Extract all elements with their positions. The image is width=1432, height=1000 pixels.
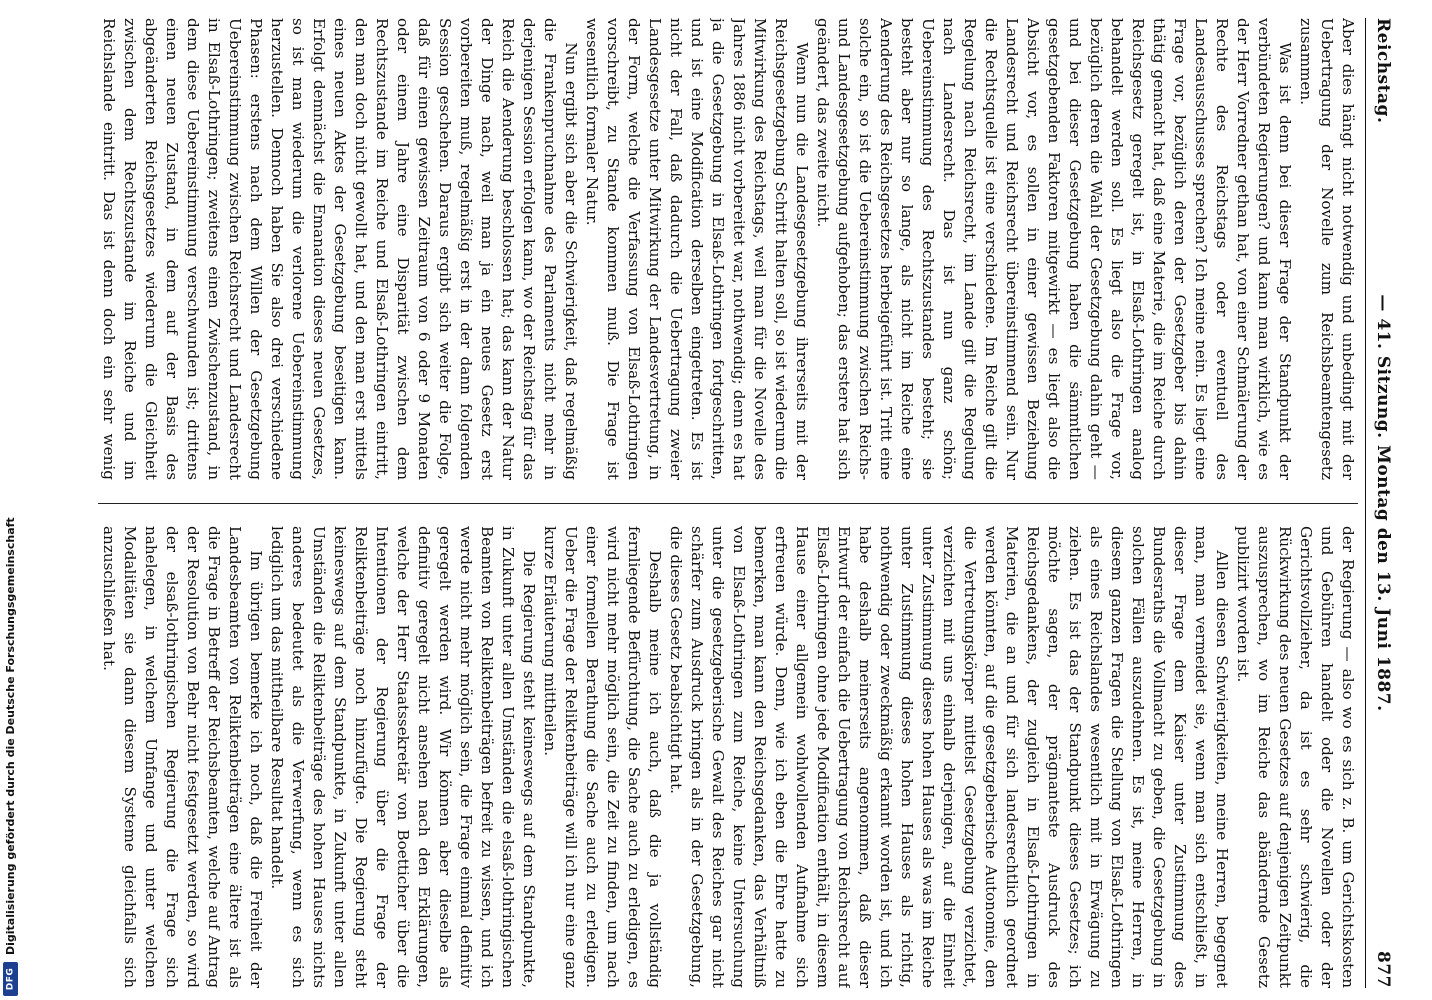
paragraph: der Regierung — also wo es sich z. B. um Gerichtskosten und Gebühren handelt oder die Novellen oder der Gerichtsvollzieher, da ist es sehr schwierig, die Rückwirkung des neuen Gesetzes auf denjenigen Zeitpunkt auszusprechen, wo im Reiche das abändernde Gesetz publizirt worden ist.: [1234, 526, 1357, 988]
paragraph: Wenn nun die Landesgesetzgebung ihrerseits mit der Reichsgesetzgebung Schritt halten soll, so ist wiederum die Mitwirkung des Reichstags, weil man für die Novelle des Jahres 1886 nicht vorbereitet war, nothwendig; denn es hat ja die Gesetzgebung in Elsaß-Lothringen fortgeschritten, und ist eine Modification derselben eingetreten. Es ist nicht der Fall, daß dadurch die Uebertragung zweier Landesgesetze unter Mitwirkung der Landesvertretung, in der Form, welche die Verfassung von Elsaß-Lothringen vorschreibt, zu Stande kommen muß. Die Frage ist wesentlich formaler Natur.: [583, 18, 811, 480]
header-session-date: — 41. Sitzung. Montag den 13. Juni 1887.: [1373, 294, 1393, 712]
paragraph: Die Regierung steht keineswegs auf dem Standpunkte, in Zukunft unter allen Umständen die elsaß-lothringischen Beamten von Reliktenbeiträgen befreit zu wissen, und ich werde nicht mehr möglich sein, die Frage einmal definitiv geregelt werden wird. Wir können aber dieselbe als definitiv geregelt nicht ansehen nach den Erklärungen, welche der Herr Staatssekretär von Boetticher über die Intentionen der Regierung über die Frage der Reliktenbeiträge noch hinzufügte. Die Regierung steht keineswegs auf dem Standpunkte, in Zukunft unter allen Umständen die Reliktenbeiträge des hohen Hauses nichts anderes bedeutet als die Verwerfung, wenn es sich lediglich um das mittheilbare Resultat handelt.: [268, 526, 538, 988]
page-number: 877: [1373, 951, 1393, 988]
text-column-right: [98, 526, 1358, 988]
dfg-logo: [3, 962, 18, 996]
header-rule: [1365, 18, 1366, 988]
paragraph: Allen diesen Schwierigkeiten, meine Herren, begegnet man, man vermeidet sie, wenn man sich entschließt, in dieser Frage dem Kaiser unter Zustimmung des Bundesraths die Vollmacht zu geben, die Gesetzgebung in solchen Fällen auszudehnen. Es ist, meine Herren, in diesem ganzen Fragen die Stellung von Elsaß-Lothringen als eines Reichslandes wesentlich mit in Erwägung zu ziehen. Es ist das der Standpunkt dieses Gesetzes; ich möchte sagen, der prägnanteste Ausdruck des Reichsgedankens, der zugleich in Elsaß-Lothringen in Materien, die an und für sich landesrechtlich geordnet werden könnten, auf die gesetzgeberische Autonomie, den die Vertretungskörper mittelst Gesetzgebung verzichtet, verzichten mit uns einhalb derjenigen, auf die Einheit unter Zustimmung dieses hohen Hauses als was im Reiche unter Zustimmung dieses hohen Hauses als richtig, nothwendig oder zweckmäßig erkannt worden ist, und ich habe deshalb meinerseits angenommen, daß dieser Entwurf der einfach die Uebertragung von Reichsrecht auf Elsaß-Lothringen ohne jede Modification enthält, in diesem Hause einer allgemein wohlwollenden Aufnahme sich erfreuen würde. Denn, wie ich eben die Ehre hatte zu bemerken, man kann den Reichsgedanken, das Verhältniß von Elsaß-Lothringen zum Reiche, keine Untersuchung unter die gesetzgeberische Gewalt des Reiches gar nicht schärfer zum Ausdruck bringen als in der Gesetzgebung, die dieses Gesetz beabsichtigt hat.: [667, 526, 1231, 988]
text-column-left: [98, 18, 1358, 480]
paragraph: Aber dies hängt nicht notwendig und unbedingt mit der Uebertragung der Novelle zum Reichsbeamtengesetz zusammen.: [1297, 18, 1357, 480]
digitization-credit-strip: [0, 0, 22, 1000]
page-header: [1368, 18, 1398, 988]
digitization-credit-text: Digitalisierung gefördert durch die Deutsche Forschungsgemeinschaft: [4, 517, 17, 955]
header-section-title: Reichstag.: [1373, 18, 1393, 124]
paragraph: Nun ergibt sich aber die Schwierigkeit, daß regelmäßig die Frankenpruchnahme des Parlaments nicht mehr in derjenigen Session erfolgen kann, wo der Reichstag für das Reich die Aenderung beschlossen hat; das kann der Natur der Dinge nach, weil man ja ein neues Gesetz erst vorbereiten muß, regelmäßig erst in der dann folgenden Session geschehen. Daraus ergibt sich weiter die Folge, daß für einen gewissen Zeitraum von 6 oder 9 Monaten oder einem Jahre eine Disparität zwischen dem Rechtszustande im Reiche und Elsaß-Lothringen eintritt, den man doch nicht gewollt hat, und den man erst mittels eines neuen Aktes der Gesetzgebung beseitigen kann. Erfolgt demnächst die Emanation dieses neuen Gesetzes, so ist man wiederum die verlorene Uebereinstimmung herzustellen. Dennoch haben Sie also drei verschiedene Phasen: erstens nach dem Willen der Gesetzgebung Uebereinstimmung zwischen Reichsrecht und Landesrecht in Elsaß-Lothringen; zweitens einen Zwischenzustand, in dem diese Uebereinstimmung verschwunden ist; drittens einen neuen Zustand, in dem auf der Basis des abgeänderten Reichsgesetzes wiederum die Gleichheit zwischen dem Rechtszustande im Reiche und im Reichslande eintritt. Das ist denn doch ein sehr wenig: [100, 18, 580, 480]
paragraph: Im übrigen bemerke ich noch, daß die Freiheit der Landesbeamten von Reliktenbeiträgen eine ältere ist als die Frage in Betreff der Reichsbeamten, welche auf Antrag der Resolution von Behr nicht festgesetzt werden, so wird der elsaß-lothringischen Regierung die Frage sich nahelegen, in welchem Umfange und unter welchen Modalitäten sie dann diesem Systeme gleichfalls sich anzuschließen hat.: [100, 526, 265, 988]
paragraph: Deshalb meine ich auch, daß die ja vollständig fernliegende Befürchtung, die Sache auch zu erledigen, es wird nicht mehr möglich sein, die Zeit zu finden, um nach einer formellen Berathung die Sache auch zu erledigen. Ueber die Frage der Reliktenbeiträge will ich nur eine ganz kurze Erläuterung mittheilen.: [541, 526, 664, 988]
column-divider: [98, 503, 1358, 504]
dfg-logo-text: DFG: [5, 967, 16, 991]
rotated-document-page: [90, 18, 1398, 988]
paragraph: Was ist denn bei dieser Frage der Standpunkt der verbündeten Regierungen? und kann man wirklich, wie es der Herr Vorredner gethan hat, von einer Schmälerung der Rechte des Reichstags oder eventuell des Landesausschusses sprechen? Ich meine nein. Es liegt eine Frage vor, bezüglich deren der Gesetzgeber bis dahin thätig gemacht hat, daß eine Materie, die im Reiche durch Reichsgesetz geregelt ist, in Elsaß-Lothringen analog behandelt werden soll. Es liegt also die Frage vor, bezüglich deren die Wahl der Gesetzgebung dahin geht — und bei dieser Gesetzgebung haben die sämmtlichen gesetzgebenden Faktoren mitgewirkt — es liegt also die Absicht vor, es sollen in einer gewissen Beziehung Landesrecht und Reichsrecht übereinstimmend sein. Nur die Rechtsquelle ist eine verschiedene. Im Reiche gilt die Regelung nach Reichsrecht, im Lande gilt die Regelung nach Landesrecht. Das ist nun ganz schön; Uebereinstimmung des Rechtszustandes besteht; sie besteht aber nur so lange, als nicht im Reiche eine Aenderung des Reichsgesetzes herbeigeführt ist. Tritt eine solche ein, so ist die Uebereinstimmung zwischen Reichs- und Landesgesetzgebung aufgehoben; das erstere hat sich geändert, das zweite nicht.: [814, 18, 1294, 480]
